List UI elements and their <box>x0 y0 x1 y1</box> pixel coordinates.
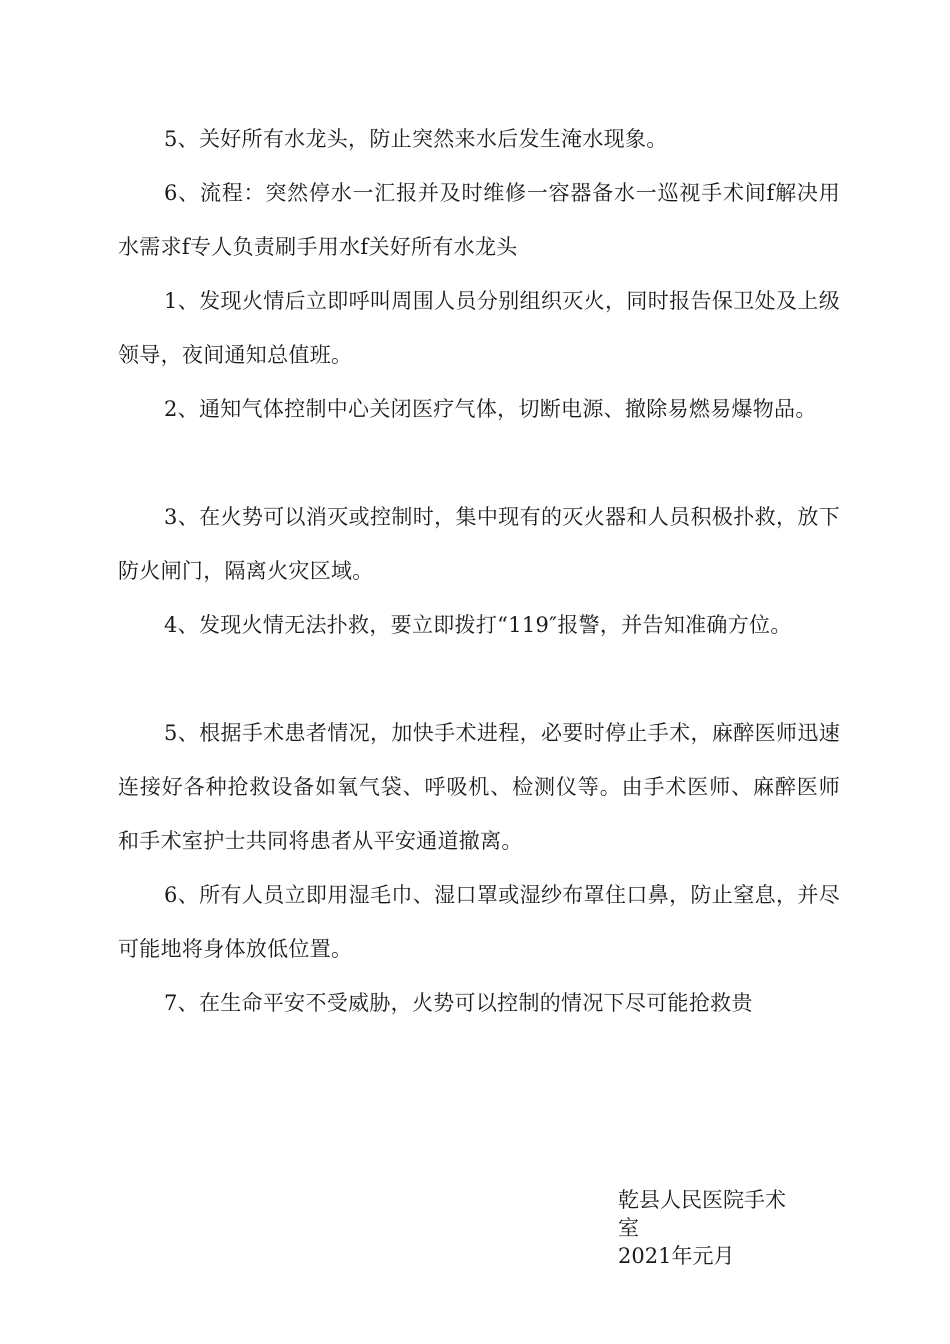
signature-organization-continued: 室 <box>618 1216 639 1240</box>
paragraph-patient-evacuation: 5、根据手术患者情况，加快手术进程，必要时停止手术，麻醉医师迅速连接好各种抢救设备如氧气袋、呼吸机、检测仪等。由手术医师、麻醉医师和手术室护士共同将患者从平安通道撤离。 <box>118 721 840 853</box>
signature-organization: 乾县人民医院手术 <box>618 1188 786 1212</box>
paragraph-gas-shutoff: 2、通知气体控制中心关闭医疗气体，切断电源、撤除易燃易爆物品。 <box>164 397 817 421</box>
signature-date: 2021年元月 <box>618 1244 735 1268</box>
paragraph-rescue-valuables: 7、在生命平安不受威胁，火势可以控制的情况下尽可能抢救贵 <box>164 991 753 1015</box>
paragraph-fire-control: 3、在火势可以消灭或控制时，集中现有的灭火器和人员积极扑救，放下防火闸门，隔离火灾区域。 <box>118 505 840 583</box>
paragraph-water-faucets: 5、关好所有水龙头，防止突然来水后发生淹水现象。 <box>164 127 668 151</box>
paragraph-water-outage-flow: 6、流程：突然停水一汇报并及时维修一容器备水一巡视手术间f解决用水需求f专人负责刷手用水f关好所有水龙头 <box>118 181 840 259</box>
document-signature <box>618 1186 818 1270</box>
paragraph-fire-report: 1、发现火情后立即呼叫周围人员分别组织灭火，同时报告保卫处及上级领导，夜间通知总值班。 <box>118 289 840 367</box>
paragraph-call-119: 4、发现火情无法扑救，要立即拨打“119″报警，并告知准确方位。 <box>164 613 792 637</box>
paragraph-smoke-protection: 6、所有人员立即用湿毛巾、湿口罩或湿纱布罩住口鼻，防止窒息，并尽可能地将身体放低位置。 <box>118 883 840 961</box>
